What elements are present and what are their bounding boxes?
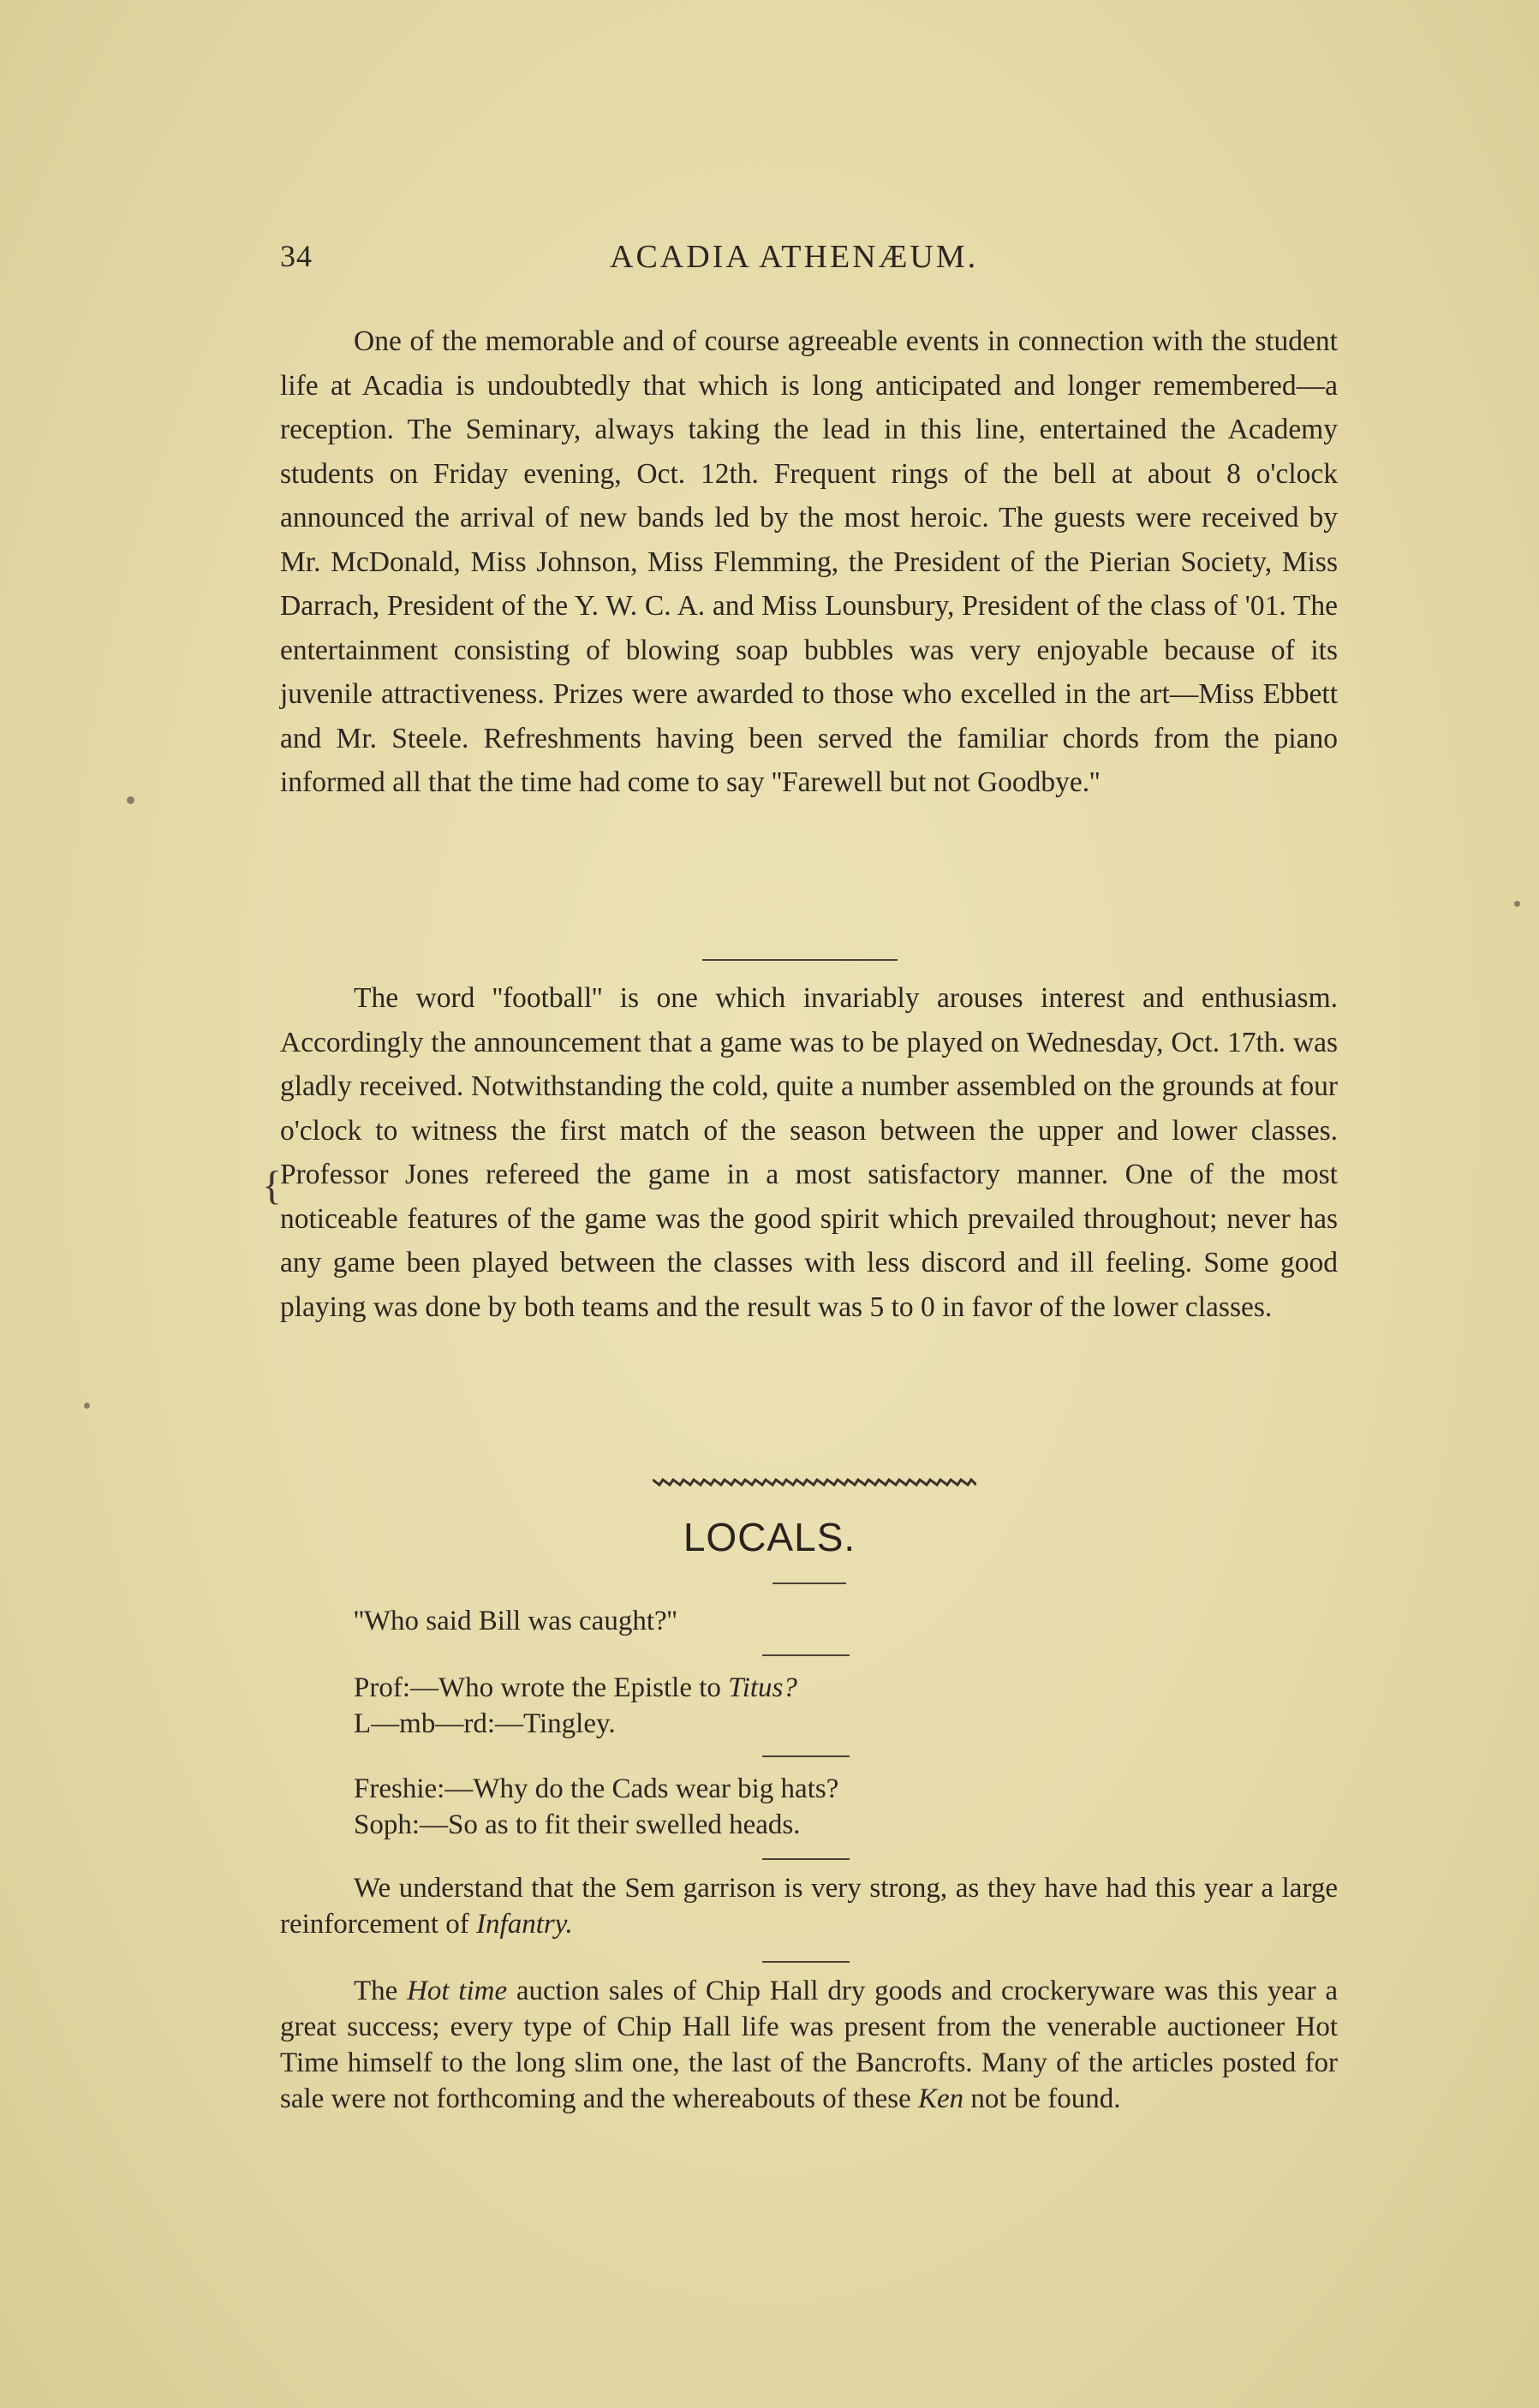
local-divider-1 — [762, 1654, 850, 1656]
ornamental-divider — [653, 1476, 976, 1488]
local-item-4-text: We understand that the Sem garrison is very strong, as they have had this year a large reinforcement of — [280, 1873, 1338, 1940]
reception-paragraph: One of the memorable and of course agreeable events in connection with the student life at Acadia is undoubtedly that which is long anticipated and longer remembered—a reception. The Seminary, always taking the lead in this line, entertained the Academy students on Friday evening, Oct. 12th. Frequent rings of the bell at about 8 o'clock announced the arrival of new bands led by the most heroic. The guests were received by Mr. McDonald, Miss Johnson, Miss Flemming, the President of the Pierian Society, Miss Darrach, President of the Y. W. C. A. and Miss Lounsbury, President of the class of '01. The entertainment consisting of blowing soap bubbles was very enjoyable because of its juvenile attractiveness. Prizes were awarded to those who excelled in the art—Miss Ebbett and Mr. Steele. Refreshments having been served the familiar chords from the piano informed all that the time had come to say ''Farewell but not Goodbye.'' — [280, 325, 1338, 798]
local-item-5-italic-a: Hot time — [407, 1976, 508, 2006]
running-title: ACADIA ATHENÆUM. — [610, 239, 979, 275]
paper-speck — [84, 1403, 90, 1409]
local-item-5-text-a: The — [354, 1976, 408, 2006]
margin-bracket-mark: { — [262, 1163, 283, 1208]
local-item-3-question: Freshie:—Why do the Cads wear big hats? — [354, 1773, 839, 1804]
local-item-2-question — [354, 1670, 797, 1706]
local-item-5-text-c: not be found. — [963, 2083, 1121, 2114]
local-item-3-answer: Soph:—So as to fit their swelled heads. — [354, 1809, 801, 1840]
local-divider-4 — [762, 1961, 850, 1963]
paper-speck — [127, 796, 134, 804]
local-item-2-answer: L—mb—rd:—Tingley. — [354, 1708, 616, 1739]
local-item-1: ''Who said Bill was caught?'' — [354, 1606, 677, 1636]
local-item-5 — [280, 1973, 1338, 2117]
paper-speck — [1514, 901, 1520, 907]
local-item-2-text: Prof:—Who wrote the Epistle to — [354, 1672, 729, 1703]
locals-heading: LOCALS. — [683, 1515, 856, 1559]
local-item-2-italic: Titus? — [728, 1672, 797, 1703]
page-number: 34 — [280, 239, 313, 273]
local-divider-3 — [762, 1858, 850, 1860]
local-item-5-italic-b: Ken — [918, 2083, 964, 2114]
local-item-4 — [280, 1870, 1338, 1942]
section-divider — [702, 959, 898, 961]
local-item-5-text-b: auction sales of Chip Hall dry goods and crockeryware was this year a great success; every type of Chip Hall life was present from the venerable auctioneer Hot Time himself to the long slim one, the last of the Bancrofts. Many of the articles posted for sale were not forthcoming and the whereabouts of these — [280, 1976, 1338, 2114]
locals-heading-rule — [772, 1582, 846, 1584]
local-item-4-italic: Infantry. — [476, 1909, 573, 1940]
football-paragraph: The word ''football'' is one which invariably arouses interest and enthusiasm. Accordingly the announcement that a game was to be played on Wednesday, Oct. 17th. was gladly received. Notwithstanding the cold, quite a number assembled on the grounds at four o'clock to witness the first match of the season between the upper and lower classes. Professor Jones refereed the game in a most satisfactory manner. One of the most noticeable features of the game was the good spirit which prevailed throughout; never has any game been played between the classes with less discord and ill feeling. Some good playing was done by both teams and the result was 5 to 0 in favor of the lower classes. — [280, 982, 1338, 1323]
local-divider-2 — [762, 1755, 850, 1757]
